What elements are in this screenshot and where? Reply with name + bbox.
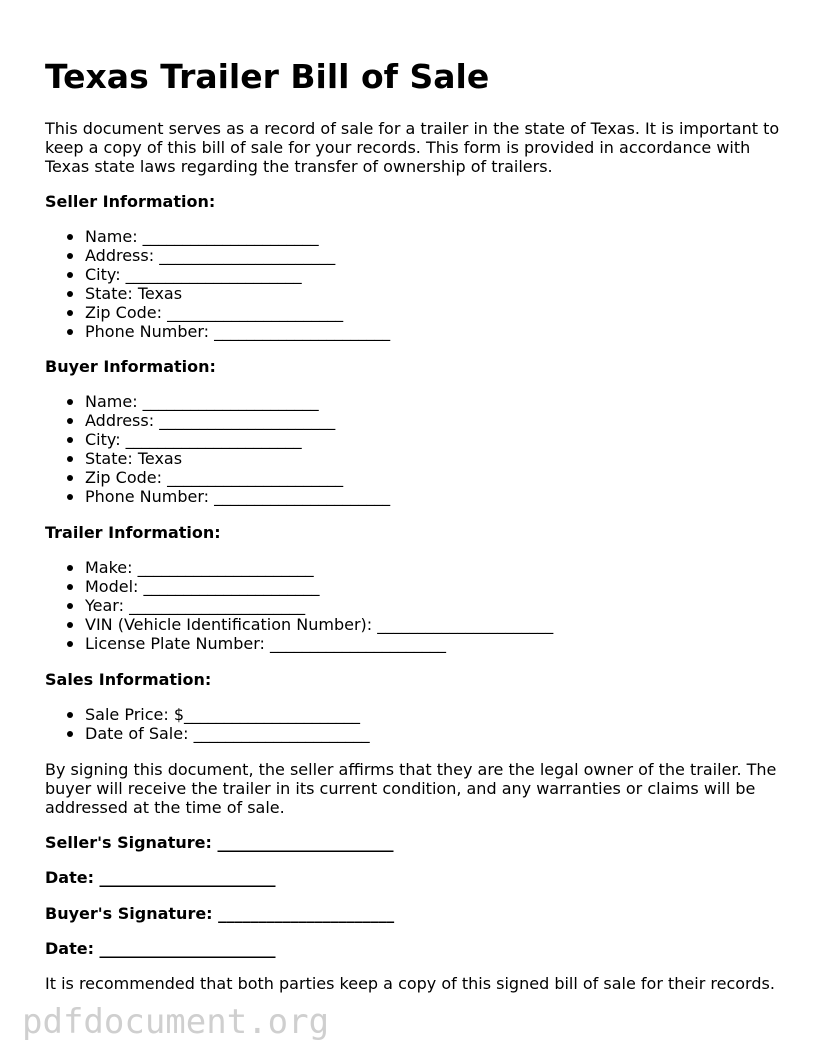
intro-paragraph: This document serves as a record of sale for a trailer in the state of Texas. It is important to keep a copy of this bill of sale for your records. This form is provided in accordance with Texas state laws regarding the transfer of ownership of trailers. [45,119,780,176]
seller-city-field[interactable]: City: ______________________ [45,265,390,284]
seller-fields-list [45,227,390,341]
document-title: Texas Trailer Bill of Sale [45,57,490,96]
seller-phone-field[interactable]: Phone Number: ______________________ [45,322,390,341]
buyer-phone-field[interactable]: Phone Number: ______________________ [45,487,390,506]
buyer-fields-list [45,392,390,506]
trailer-model-field[interactable]: Model: ______________________ [45,577,553,596]
watermark-text: pdfdocument.org [22,1002,330,1042]
closing-paragraph: It is recommended that both parties keep a copy of this signed bill of sale for their records. [45,974,775,993]
seller-state-field: State: Texas [45,284,390,303]
seller-name-field[interactable]: Name: ______________________ [45,227,390,246]
buyer-zip-field[interactable]: Zip Code: ______________________ [45,468,390,487]
trailer-vin-field[interactable]: VIN (Vehicle Identification Number): ______________________ [45,615,553,634]
buyer-date-line[interactable]: Date: ______________________ [45,939,276,958]
trailer-license-plate-field[interactable]: License Plate Number: ______________________ [45,634,553,653]
buyer-state-field: State: Texas [45,449,390,468]
seller-section-heading: Seller Information: [45,192,216,211]
buyer-city-field[interactable]: City: ______________________ [45,430,390,449]
trailer-year-field[interactable]: Year: ______________________ [45,596,553,615]
seller-zip-field[interactable]: Zip Code: ______________________ [45,303,390,322]
buyer-address-field[interactable]: Address: ______________________ [45,411,390,430]
trailer-section-heading: Trailer Information: [45,523,221,542]
sale-date-field[interactable]: Date of Sale: ______________________ [45,724,370,743]
buyer-signature-line[interactable]: Buyer's Signature: ______________________ [45,904,395,923]
seller-date-line[interactable]: Date: ______________________ [45,868,276,887]
buyer-name-field[interactable]: Name: ______________________ [45,392,390,411]
trailer-make-field[interactable]: Make: ______________________ [45,558,553,577]
affirmation-paragraph: By signing this document, the seller affirms that they are the legal owner of the trailer. The buyer will receive the trailer in its current condition, and any warranties or claims will be addressed at the time of sale. [45,760,777,817]
trailer-fields-list [45,558,553,653]
sales-section-heading: Sales Information: [45,670,212,689]
buyer-section-heading: Buyer Information: [45,357,216,376]
sales-fields-list [45,705,370,743]
sale-price-field[interactable]: Sale Price: $______________________ [45,705,370,724]
seller-address-field[interactable]: Address: ______________________ [45,246,390,265]
seller-signature-line[interactable]: Seller's Signature: ______________________ [45,833,394,852]
